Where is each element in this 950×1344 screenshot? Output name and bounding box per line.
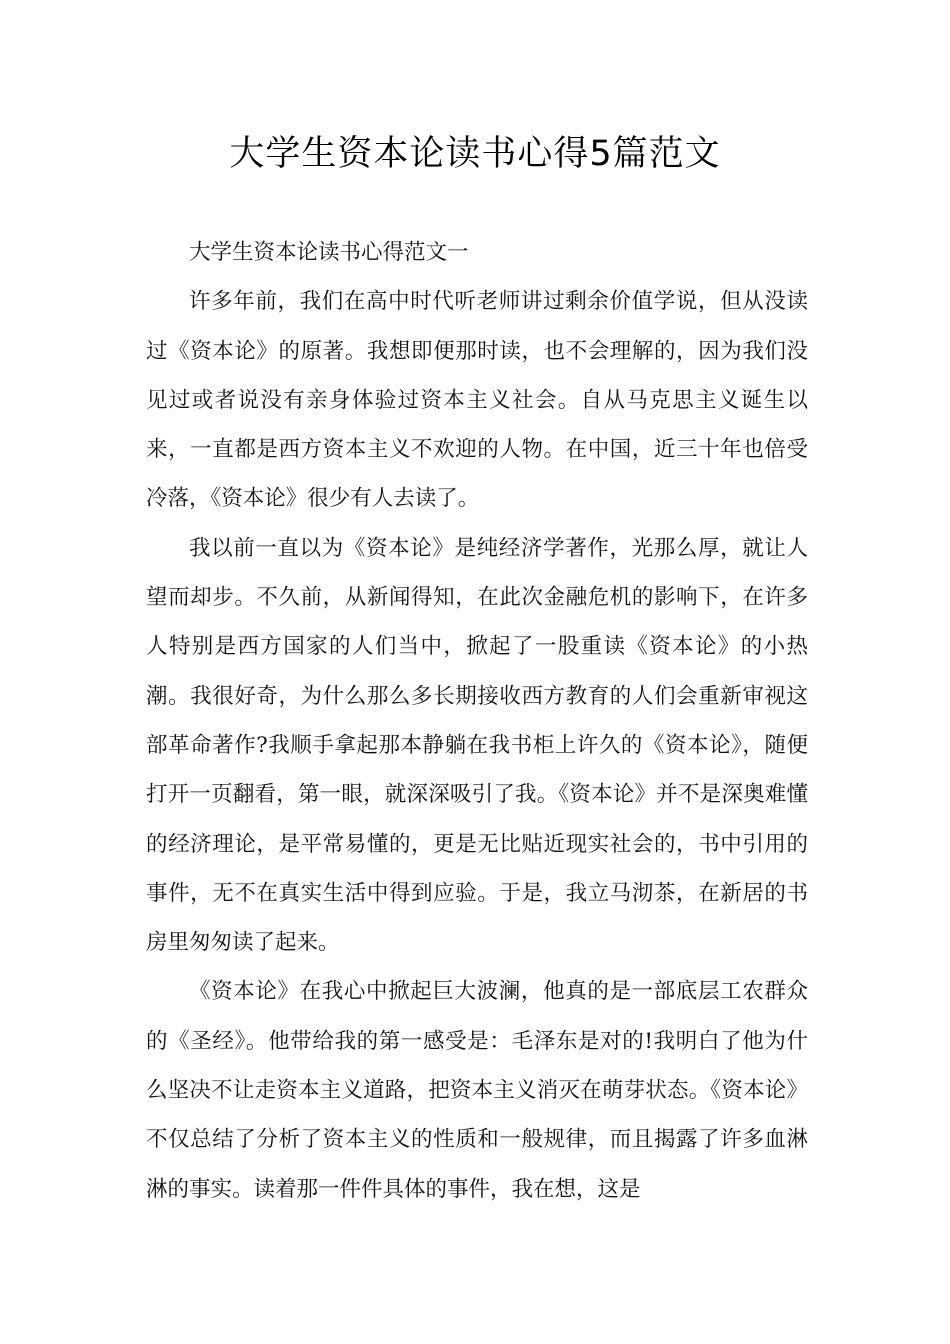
paragraph: 《资本论》在我心中掀起巨大波澜，他真的是一部底层工农群众的《圣经》。他带给我的第一感受是：毛泽东是对的!我明白了他为什么坚决不让走资本主义道路，把资本主义消灭在萌芽状态。《资本论》不仅总结了分析了资本主义的性质和一般规律，而且揭露了许多血淋淋的事实。读着那一件件具体的事件，我在想，这是 xyxy=(146,979,808,1202)
document-body xyxy=(146,228,808,1214)
document-title: 大学生资本论读书心得5篇范文 xyxy=(229,134,721,174)
section-subheading: 大学生资本论读书心得范文一 xyxy=(189,240,469,265)
paragraph: 许多年前，我们在高中时代听老师讲过剩余价值学说，但从没读过《资本论》的原著。我想即便那时读，也不会理解的，因为我们没见过或者说没有亲身体验过资本主义社会。自从马克思主义诞生以来，一直都是西方资本主义不欢迎的人物。在中国，近三十年也倍受冷落，《资本论》很少有人去读了。 xyxy=(146,289,808,512)
paragraph: 我以前一直以为《资本论》是纯经济学著作，光那么厚，就让人望而却步。不久前，从新闻得知，在此次金融危机的影响下，在许多人特别是西方国家的人们当中，掀起了一股重读《资本论》的小热潮。我很好奇，为什么那么多长期接收西方教育的人们会重新审视这部革命著作?我顺手拿起那本静躺在我书柜上许久的《资本论》，随便打开一页翻看，第一眼，就深深吸引了我。《资本论》并不是深奥难懂的经济理论，是平常易懂的，更是无比贴近现实社会的，书中引用的事件，无不在真实生活中得到应验。于是，我立马沏茶，在新居的书房里匆匆读了起来。 xyxy=(146,535,808,956)
